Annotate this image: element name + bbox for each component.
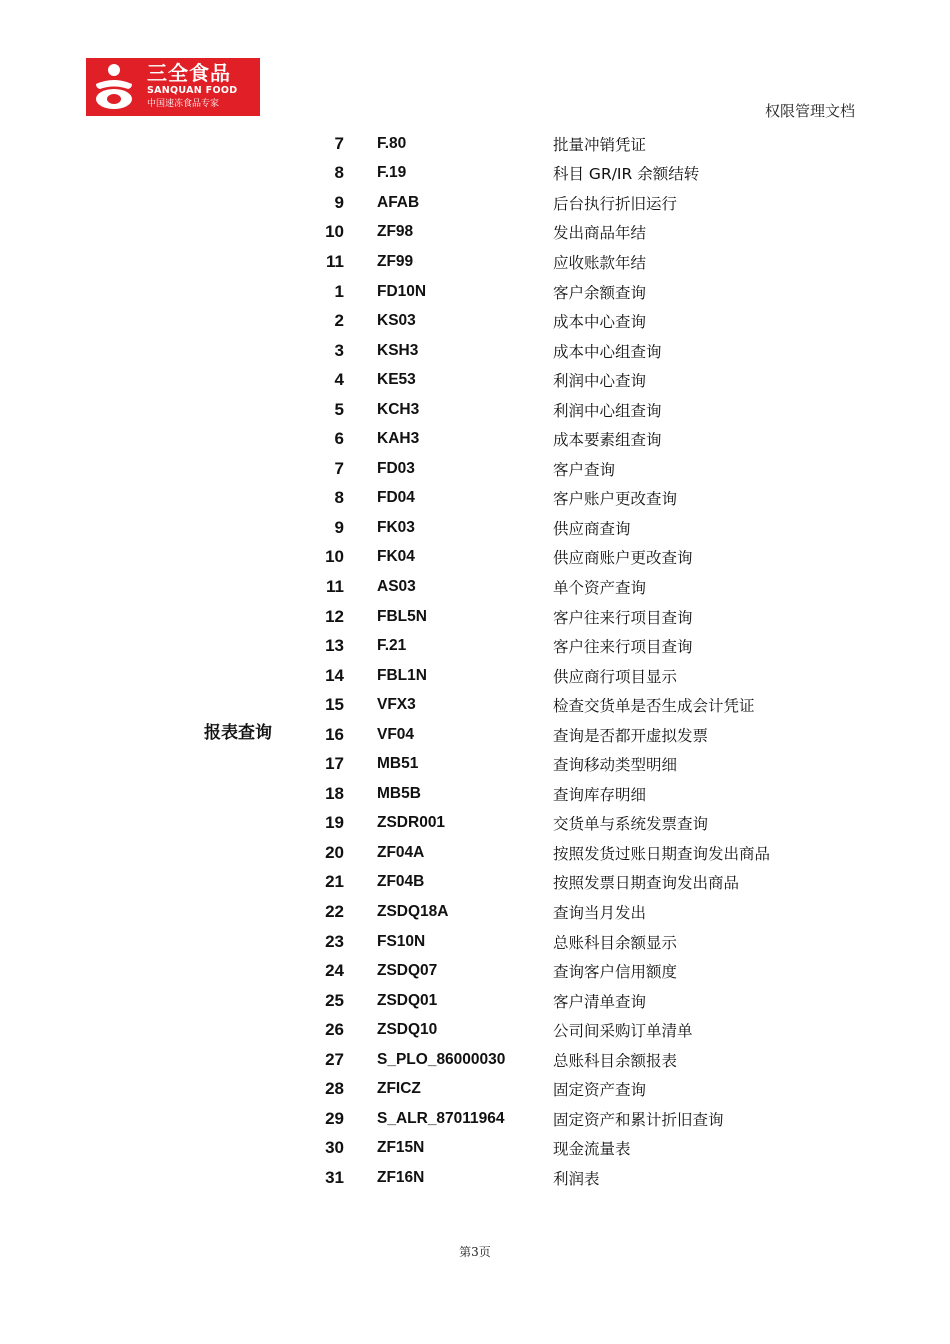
row-number: 7 xyxy=(334,458,344,478)
row-description: 后台执行折旧运行 xyxy=(553,194,678,213)
row-number: 5 xyxy=(334,399,344,419)
row-description: 利润中心组查询 xyxy=(553,401,662,420)
table-row xyxy=(300,1045,770,1075)
row-description: 单个资产查询 xyxy=(553,578,647,597)
row-number: 21 xyxy=(325,872,344,892)
transaction-code: KCH3 xyxy=(377,400,420,418)
table-row xyxy=(300,809,770,839)
table-row xyxy=(300,602,770,632)
table-row xyxy=(300,1163,770,1193)
table-row xyxy=(300,543,770,573)
transaction-code: ZSDR001 xyxy=(377,814,446,832)
row-number: 25 xyxy=(325,990,344,1010)
row-number: 27 xyxy=(325,1049,344,1069)
page-number: 第3页 xyxy=(459,1245,491,1259)
sanquan-emblem-icon xyxy=(92,62,144,112)
transaction-code: ZSDQ10 xyxy=(377,1021,438,1039)
table-row xyxy=(300,1075,770,1105)
transaction-code: KE53 xyxy=(377,371,416,389)
table-row xyxy=(300,897,770,927)
table-row xyxy=(300,572,770,602)
logo-name-en: SANQUAN FOOD xyxy=(147,85,238,96)
row-number: 12 xyxy=(325,606,344,626)
transaction-code: ZF98 xyxy=(377,223,414,241)
row-description: 检查交货单是否生成会计凭证 xyxy=(553,697,755,716)
row-description: 固定资产查询 xyxy=(553,1081,647,1100)
transaction-code: ZF99 xyxy=(377,252,414,270)
row-number: 15 xyxy=(325,695,344,715)
transaction-code: AS03 xyxy=(377,577,416,595)
transaction-code: ZF15N xyxy=(377,1139,425,1157)
row-number: 7 xyxy=(334,133,344,153)
row-description: 客户查询 xyxy=(553,460,616,479)
document-title: 权限管理文档 xyxy=(764,102,855,120)
row-description: 总账科目余额显示 xyxy=(553,933,678,952)
row-description: 利润中心查询 xyxy=(553,372,647,391)
row-number: 26 xyxy=(325,1020,344,1040)
section-label: 报表查询 xyxy=(204,723,272,743)
transaction-code: F.80 xyxy=(377,134,407,152)
row-description: 供应商查询 xyxy=(553,519,631,538)
row-description: 总账科目余额报表 xyxy=(553,1051,678,1070)
row-description: 供应商行项目显示 xyxy=(553,667,678,686)
transaction-code: S_ALR_87011964 xyxy=(377,1109,505,1127)
row-number: 19 xyxy=(325,813,344,833)
transaction-code: MB51 xyxy=(377,755,419,773)
row-number: 3 xyxy=(334,340,344,360)
row-number: 20 xyxy=(325,842,344,862)
table-row xyxy=(300,631,770,661)
row-description: 成本要素组查询 xyxy=(553,431,662,450)
table-row xyxy=(300,454,770,484)
row-description: 查询客户信用额度 xyxy=(553,963,678,982)
transaction-code: VFX3 xyxy=(377,696,416,714)
row-description: 固定资产和累计折旧查询 xyxy=(553,1110,724,1129)
row-description: 查询当月发出 xyxy=(553,903,647,922)
table-row xyxy=(300,277,770,307)
table-row xyxy=(300,779,770,809)
table-row xyxy=(300,720,770,750)
row-number: 9 xyxy=(334,192,344,212)
row-number: 18 xyxy=(325,783,344,803)
table-row xyxy=(300,365,770,395)
transaction-code: ZSDQ18A xyxy=(377,902,449,920)
row-number: 24 xyxy=(325,961,344,981)
table-row xyxy=(300,188,770,218)
row-description: 交货单与系统发票查询 xyxy=(553,815,709,834)
row-number: 6 xyxy=(334,429,344,449)
transaction-code: FK03 xyxy=(377,518,415,536)
table-row xyxy=(300,749,770,779)
row-number: 28 xyxy=(325,1079,344,1099)
table-row xyxy=(300,986,770,1016)
row-description: 成本中心查询 xyxy=(553,313,647,332)
table-row xyxy=(300,336,770,366)
table-row xyxy=(300,1104,770,1134)
table-row xyxy=(300,1134,770,1164)
logo-name-cn: 三全食品 xyxy=(147,61,231,85)
row-description: 利润表 xyxy=(553,1169,600,1188)
table-row xyxy=(300,129,770,159)
table-row xyxy=(300,838,770,868)
transaction-code: FS10N xyxy=(377,932,426,950)
row-number: 30 xyxy=(325,1138,344,1158)
transaction-code-table xyxy=(300,129,770,1193)
row-description: 查询是否都开虚拟发票 xyxy=(553,726,709,745)
row-number: 31 xyxy=(325,1167,344,1187)
row-description: 公司间采购订单清单 xyxy=(553,1022,693,1041)
row-description: 科目 GR/IR 余额结转 xyxy=(553,165,700,184)
transaction-code: KAH3 xyxy=(377,430,420,448)
table-row xyxy=(300,159,770,189)
row-description: 批量冲销凭证 xyxy=(553,135,647,154)
transaction-code: ZFICZ xyxy=(377,1080,421,1098)
row-number: 16 xyxy=(325,724,344,744)
row-number: 11 xyxy=(326,251,344,271)
row-number: 4 xyxy=(334,370,344,390)
transaction-code: FD10N xyxy=(377,282,427,300)
company-logo xyxy=(86,58,260,116)
transaction-code: ZF04B xyxy=(377,873,425,891)
transaction-code: FD03 xyxy=(377,459,415,477)
row-description: 查询移动类型明细 xyxy=(553,756,678,775)
table-row xyxy=(300,868,770,898)
row-description: 供应商账户更改查询 xyxy=(553,549,693,568)
transaction-code: FD04 xyxy=(377,489,415,507)
transaction-code: AFAB xyxy=(377,193,420,211)
row-number: 22 xyxy=(325,901,344,921)
row-description: 查询库存明细 xyxy=(553,785,647,804)
row-description: 客户账户更改查询 xyxy=(553,490,678,509)
table-row xyxy=(300,1015,770,1045)
row-description: 客户往来行项目查询 xyxy=(553,608,693,627)
transaction-code: F.21 xyxy=(377,637,407,655)
transaction-code: ZSDQ01 xyxy=(377,991,438,1009)
transaction-code: KSH3 xyxy=(377,341,419,359)
table-row xyxy=(300,484,770,514)
row-number: 11 xyxy=(326,576,344,596)
row-number: 17 xyxy=(325,754,344,774)
table-row xyxy=(300,956,770,986)
table-row xyxy=(300,247,770,277)
row-description: 应收账款年结 xyxy=(553,253,647,272)
transaction-code: ZF16N xyxy=(377,1168,425,1186)
row-number: 8 xyxy=(334,163,344,183)
table-row xyxy=(300,690,770,720)
row-description: 客户往来行项目查询 xyxy=(553,638,693,657)
transaction-code: KS03 xyxy=(377,312,416,330)
transaction-code: ZF04A xyxy=(377,843,425,861)
table-row xyxy=(300,513,770,543)
row-number: 2 xyxy=(334,311,344,331)
table-row xyxy=(300,661,770,691)
row-number: 13 xyxy=(325,636,344,656)
row-description: 现金流量表 xyxy=(553,1140,631,1159)
transaction-code: MB5B xyxy=(377,784,421,802)
table-row xyxy=(300,306,770,336)
transaction-code: FBL1N xyxy=(377,666,427,684)
table-row xyxy=(300,927,770,957)
row-number: 9 xyxy=(334,517,344,537)
row-description: 发出商品年结 xyxy=(553,224,647,243)
table-row xyxy=(300,424,770,454)
transaction-code: FBL5N xyxy=(377,607,427,625)
row-description: 客户清单查询 xyxy=(553,992,647,1011)
row-number: 10 xyxy=(325,547,344,567)
row-number: 10 xyxy=(325,222,344,242)
row-description: 客户余额查询 xyxy=(553,283,647,302)
logo-slogan: 中国速冻食品专家 xyxy=(147,99,220,109)
transaction-code: S_PLO_86000030 xyxy=(377,1050,506,1068)
row-description: 成本中心组查询 xyxy=(553,342,662,361)
row-description: 按照发票日期查询发出商品 xyxy=(553,874,740,893)
row-number: 23 xyxy=(325,931,344,951)
row-number: 8 xyxy=(334,488,344,508)
transaction-code: FK04 xyxy=(377,548,415,566)
row-number: 1 xyxy=(334,281,344,301)
transaction-code: VF04 xyxy=(377,725,415,743)
table-row xyxy=(300,395,770,425)
table-row xyxy=(300,218,770,248)
row-description: 按照发货过账日期查询发出商品 xyxy=(553,844,771,863)
row-number: 29 xyxy=(325,1108,344,1128)
transaction-code: ZSDQ07 xyxy=(377,962,438,980)
transaction-code: F.19 xyxy=(377,164,407,182)
row-number: 14 xyxy=(325,665,344,685)
